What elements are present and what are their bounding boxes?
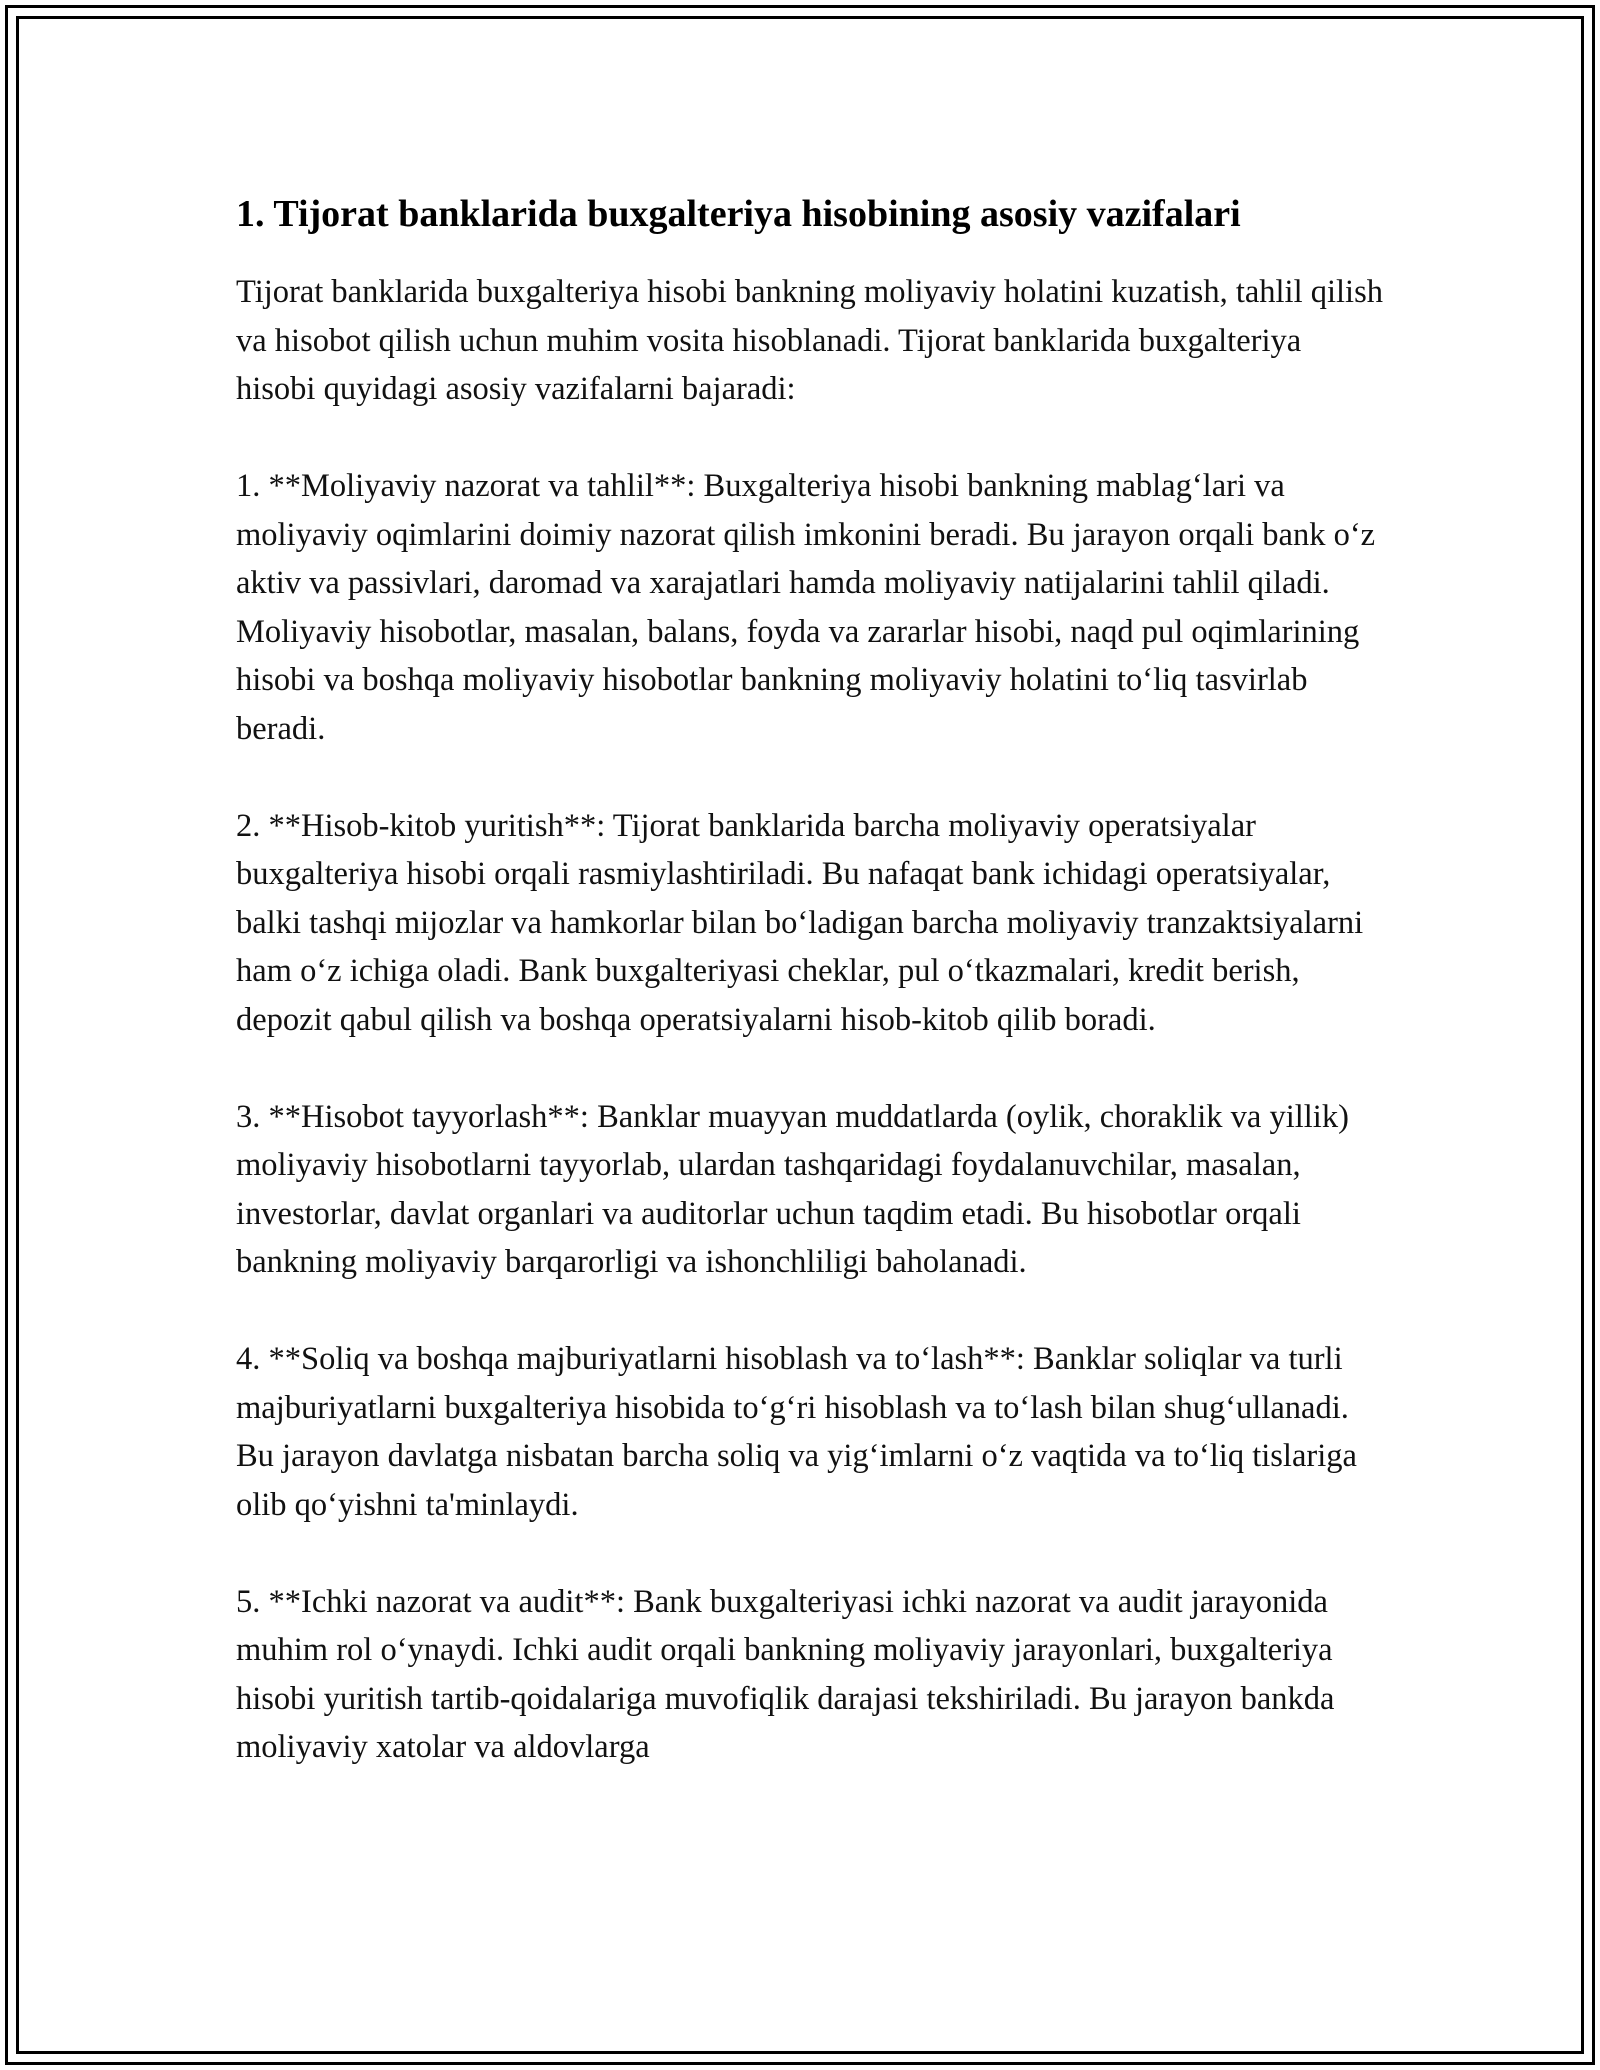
section-heading: 1. Tijorat banklarida buxgalteriya hisobining asosiy vazifalari <box>236 193 1241 235</box>
intro-paragraph: Tijorat banklarida buxgalteriya hisobi bankning moliyaviy holatini kuzatish, tahlil qilish va hisobot qilish uchun muhim vosita hisoblanadi. Tijorat banklarida buxgalteriya hisobi quyidagi asosiy vazifalarni bajaradi: <box>236 274 1383 407</box>
list-item-reporting: 3. **Hisobot tayyorlash**: Banklar muayyan muddatlarda (oylik, choraklik va yillik) moliyaviy hisobotlarni tayyorlab, ulardan tashqaridagi foydalanuvchilar, masalan, investorlar, davlat organlari va auditorlar uchun taqdim etadi. Bu hisobotlar orqali bankning moliyaviy barqarorligi va ishonchliligi baholanadi. <box>236 1098 1349 1280</box>
list-item-financial-control: 1. **Moliyaviy nazorat va tahlil**: Buxgalteriya hisobi bankning mablag‘lari va moliyaviy oqimlarini doimiy nazorat qilish imkonini beradi. Bu jarayon orqali bank o‘z aktiv va passivlari, daromad va xarajatlari hamda moliyaviy natijalarini tahlil qiladi. Moliyaviy hisobotlar, masalan, balans, foyda va zararlar hisobi, naqd pul oqimlarining hisobi va boshqa moliyaviy hisobotlar bankning moliyaviy holatini to‘liq tasvirlab beradi. <box>236 468 1376 747</box>
list-item-accounting: 2. **Hisob-kitob yuritish**: Tijorat banklarida barcha moliyaviy operatsiyalar buxgalteriya hisobi orqali rasmiylashtiriladi. Bu nafaqat bank ichidagi operatsiyalar, balki tashqi mijozlar va hamkorlar bilan bo‘ladigan barcha moliyaviy tranzaktsiyalarni ham o‘z ichiga oladi. Bank buxgalteriyasi cheklar, pul o‘tkazmalari, kredit berish, depozit qabul qilish va boshqa operatsiyalarni hisob-kitob qilib boradi. <box>236 807 1364 1038</box>
list-item-internal-audit: 5. **Ichki nazorat va audit**: Bank buxgalteriyasi ichki nazorat va audit jarayonida muhim rol o‘ynaydi. Ichki audit orqali bankning moliyaviy jarayonlari, buxgalteriya hisobi yuritish tartib-qoidalariga muvofiqlik darajasi tekshiriladi. Bu jarayon bankda moliyaviy xatolar va aldovlarga <box>236 1583 1335 1765</box>
document-body <box>236 190 1386 1772</box>
list-item-taxes: 4. **Soliq va boshqa majburiyatlarni hisoblash va to‘lash**: Banklar soliqlar va turli majburiyatlarni buxgalteriya hisobida to‘g‘ri hisoblash va to‘lash bilan shug‘ullanadi. Bu jarayon davlatga nisbatan barcha soliq va yig‘imlarni o‘z vaqtida va to‘liq tislariga olib qo‘yishni ta'minlaydi. <box>236 1341 1357 1523</box>
